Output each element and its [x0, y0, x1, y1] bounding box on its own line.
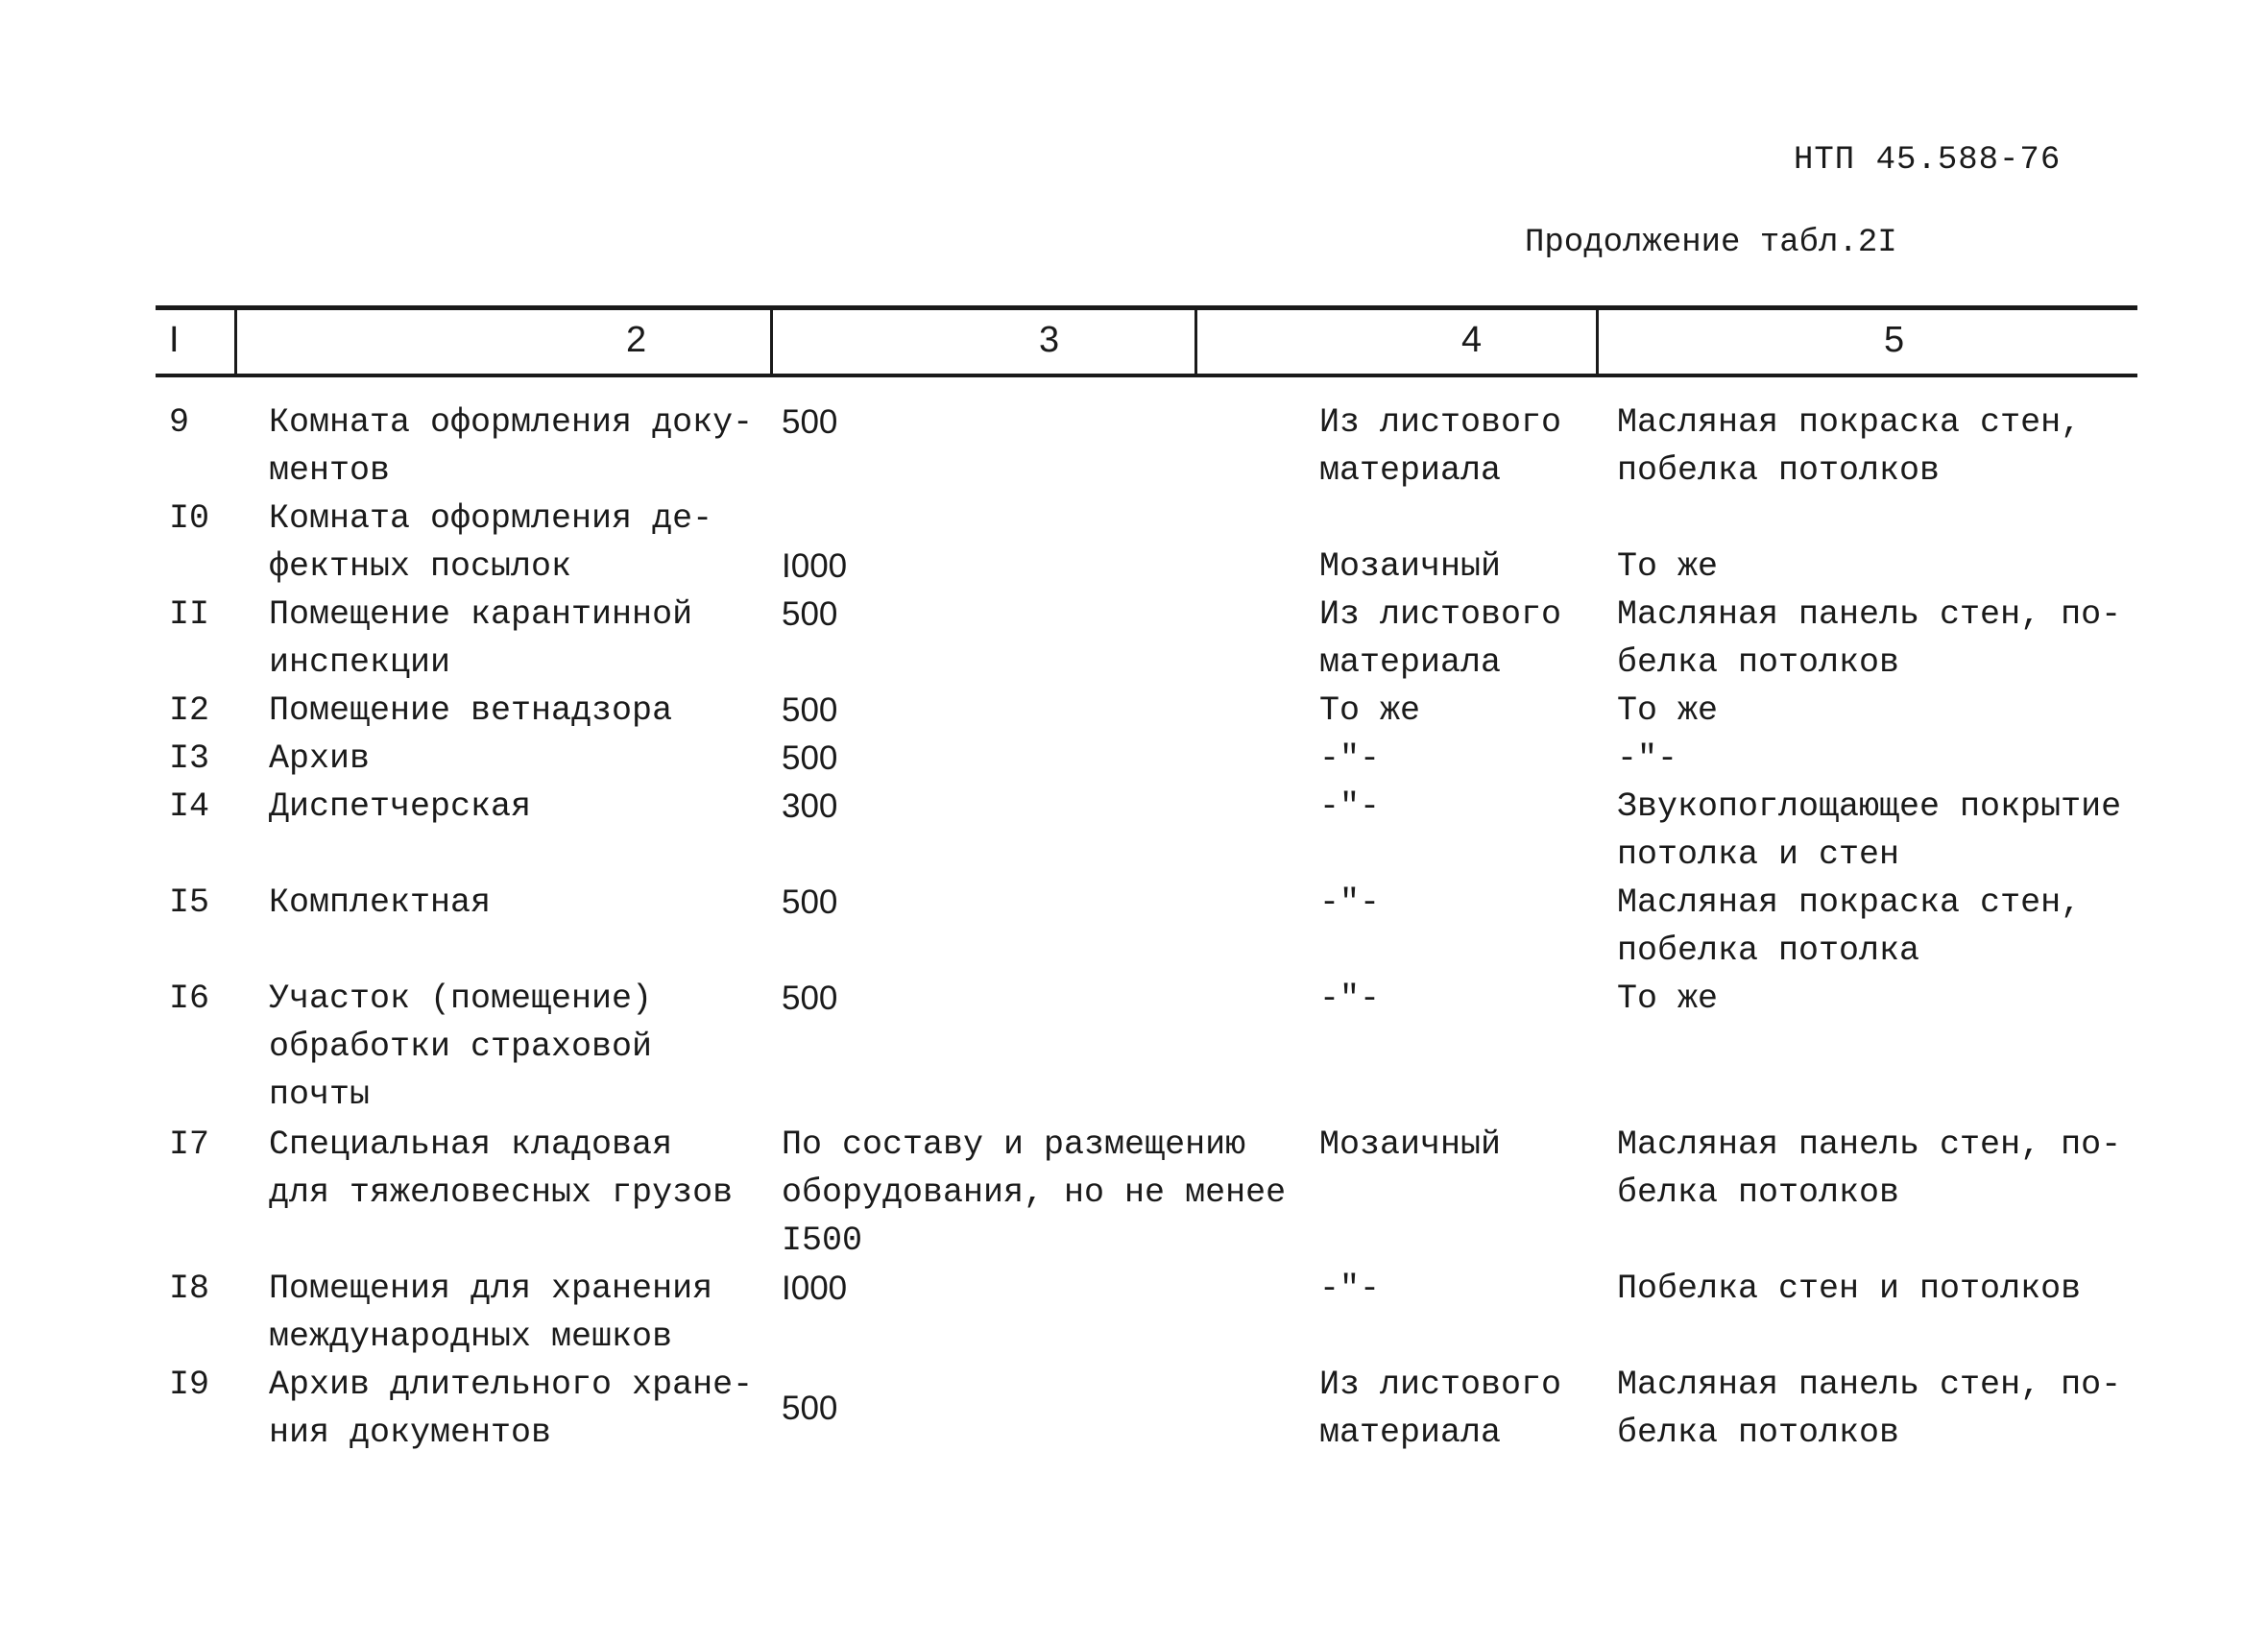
room-area: 300: [782, 787, 838, 825]
room-area: I000: [782, 547, 848, 585]
row-number: I8: [169, 1270, 210, 1308]
finish-type: Масляная панель стен, по- белка потолков: [1617, 595, 2122, 682]
room-name: Помещения для хранения международных мешков: [269, 1270, 713, 1356]
finish-type: Масляная покраска стен, побелка потолка: [1617, 883, 2082, 970]
header-col-4: 4: [1461, 320, 1483, 360]
header-divider: [770, 310, 773, 374]
row-number: I5: [169, 883, 210, 922]
row-number: I0: [169, 499, 210, 538]
floor-type: Из листового материала: [1319, 1366, 1562, 1452]
room-area: 500: [782, 595, 838, 633]
finish-type: Масляная панель стен, по- белка потолков: [1617, 1125, 2122, 1212]
table-header-rule: [156, 374, 2137, 377]
finish-type: То же: [1617, 980, 1719, 1018]
table-row: [156, 591, 2137, 687]
table-row: [156, 1361, 2137, 1457]
room-area: 500: [782, 1390, 838, 1427]
table-row: [156, 879, 2137, 975]
floor-type: Из листового материала: [1319, 595, 1562, 682]
room-name: Архив длительного хране- ния документов: [269, 1366, 754, 1452]
room-name: Комната оформления де- фектных посылок: [269, 499, 713, 586]
room-area: 500: [782, 980, 838, 1017]
room-area: 500: [782, 883, 838, 921]
header-divider: [234, 310, 237, 374]
header-divider: [1194, 310, 1197, 374]
row-number: I4: [169, 787, 210, 826]
floor-type: -"-: [1319, 883, 1381, 922]
row-number: I2: [169, 691, 210, 730]
finish-type: Звукопоглощающее покрытие потолка и стен: [1617, 787, 2122, 874]
room-name: Комната оформления доку- ментов: [269, 403, 754, 490]
room-area: I000: [782, 1270, 848, 1307]
table-row: [156, 399, 2137, 495]
floor-type: Мозаичный: [1319, 547, 1502, 586]
header-col-1: I: [169, 320, 180, 360]
document-code: НТП 45.588-76: [1794, 142, 2062, 179]
room-name: Специальная кладовая для тяжеловесных грузов: [269, 1125, 734, 1212]
floor-type: -"-: [1319, 739, 1381, 778]
room-name: Помещение карантинной инспекции: [269, 595, 693, 682]
row-number: 9: [169, 403, 190, 442]
floor-type: -"-: [1319, 1270, 1381, 1308]
table-continuation-label: Продолжение табл.2I: [1525, 225, 1897, 261]
floor-type: Мозаичный: [1319, 1125, 1502, 1164]
table-row: [156, 1265, 2137, 1361]
row-number: I9: [169, 1366, 210, 1404]
table-row: [156, 783, 2137, 879]
room-name: Архив: [269, 739, 371, 778]
row-number: I7: [169, 1125, 210, 1164]
finish-type: Масляная панель стен, по- белка потолков: [1617, 1366, 2122, 1452]
table-row: [156, 687, 2137, 735]
floor-type: -"-: [1319, 787, 1381, 826]
table-row: [156, 1121, 2137, 1265]
room-name: Диспетчерская: [269, 787, 532, 826]
room-name: Помещение ветнадзора: [269, 691, 673, 730]
room-area: 500: [782, 403, 838, 441]
header-col-5: 5: [1884, 320, 1905, 360]
room-area: 500: [782, 691, 838, 729]
header-divider: [1596, 310, 1599, 374]
row-number: I3: [169, 739, 210, 778]
room-area: По составу и размещению оборудования, но не менее I500: [782, 1125, 1287, 1260]
table-row: [156, 495, 2137, 591]
floor-type: То же: [1319, 691, 1421, 730]
finish-type: То же: [1617, 691, 1719, 730]
table-row: [156, 975, 2137, 1121]
room-area: 500: [782, 739, 838, 777]
room-name: Участок (помещение) обработки страховой почты: [269, 980, 653, 1114]
header-col-2: 2: [626, 320, 647, 360]
finish-type: Масляная покраска стен, побелка потолков: [1617, 403, 2082, 490]
header-col-3: 3: [1039, 320, 1060, 360]
room-name: Комплектная: [269, 883, 492, 922]
row-number: II: [169, 595, 210, 634]
rooms-table: [156, 305, 2137, 1457]
finish-type: То же: [1617, 547, 1719, 586]
finish-type: -"-: [1617, 739, 1678, 778]
table-header-row: [156, 310, 2137, 374]
floor-type: Из листового материала: [1319, 403, 1562, 490]
finish-type: Побелка стен и потолков: [1617, 1270, 2082, 1308]
row-number: I6: [169, 980, 210, 1018]
table-row: [156, 735, 2137, 783]
floor-type: -"-: [1319, 980, 1381, 1018]
